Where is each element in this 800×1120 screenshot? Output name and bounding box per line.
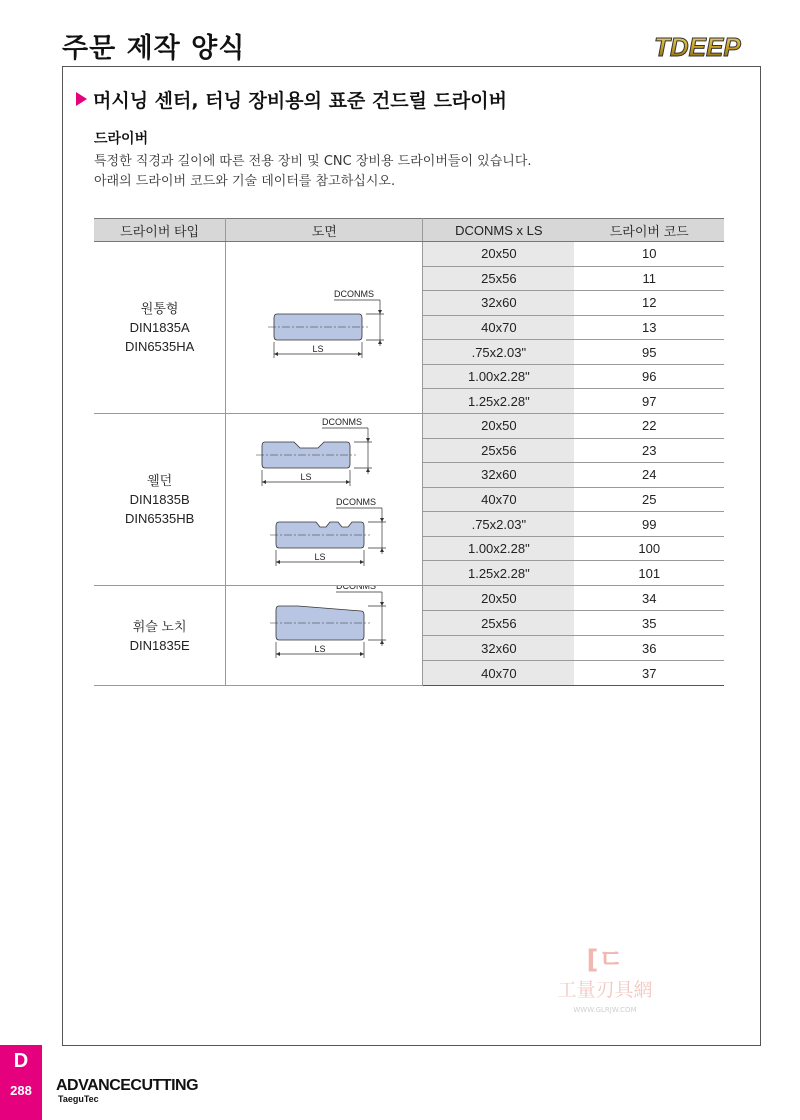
driver-code-cell: 36 [574,636,724,661]
drawing-cell [226,414,423,586]
advance-cutting-logo [56,1072,201,1106]
dimension-cell: 1.25x2.28" [423,561,575,586]
dimension-cell: 32x60 [423,291,575,316]
driver-type-line: DIN6535HA [124,339,195,354]
svg-text:TDEEP: TDEEP [654,32,741,62]
subsection-title: 드라이버 [94,131,149,147]
drawing-cell [226,242,423,414]
description-line-2: 아래의 드라이버 코드와 기술 데이터를 참고하십시오. [94,174,396,189]
driver-table [94,218,724,686]
watermark [530,940,680,1020]
driver-code-cell: 13 [574,315,724,340]
page-number: 288 [10,1083,32,1098]
dimension-cell: 1.00x2.28" [423,364,575,389]
driver-code-cell: 22 [574,414,724,439]
svg-text:工量刃具網: 工量刃具網 [557,979,653,1001]
driver-type-line: DIN1835A [129,320,190,335]
driver-code-cell: 100 [574,536,724,561]
driver-type-line: 원통형 [140,301,179,316]
ls-label: LS [312,344,324,354]
shank-drawing-svg [226,242,422,410]
driver-code-cell: 34 [574,586,724,611]
description [94,152,532,192]
dimension-cell: .75x2.03" [423,340,575,365]
drawing-cell [226,586,423,686]
whistle-notch-shank-drawing [270,586,386,658]
driver-code-cell: 10 [574,242,724,267]
tdeep-logo [650,30,768,64]
driver-code-cell: 11 [574,266,724,291]
dimension-cell: 32x60 [423,636,575,661]
driver-code-cell: 24 [574,463,724,488]
driver-code-cell: 23 [574,438,724,463]
cylindrical-shank-drawing [268,289,384,358]
section-letter: D [13,1050,29,1072]
svg-text:[ㄷ: [ㄷ [586,945,624,975]
dconms-label: DCONMS [336,586,377,591]
driver-code-cell: 101 [574,561,724,586]
dimension-cell: 25x56 [423,611,575,636]
dimension-cell: 40x70 [423,661,575,686]
svg-text:TaeguTec: TaeguTec [58,1094,99,1104]
driver-code-cell: 99 [574,512,724,537]
driver-type-line: DIN6535HB [124,511,195,526]
dimension-cell: 32x60 [423,463,575,488]
driver-code-cell: 37 [574,661,724,686]
driver-code-cell: 12 [574,291,724,316]
table-row [94,414,724,439]
weldon2-shank-drawing [270,497,386,566]
section-arrow-icon [76,92,87,106]
svg-text:ADVANCECUTTING: ADVANCECUTTING [56,1077,199,1094]
driver-type-line: DIN1835B [129,492,190,507]
dimension-cell: 40x70 [423,487,575,512]
table-row [94,586,724,611]
section-title-text: 머시닝 센터, 터닝 장비용의 표준 건드릴 드라이버 [93,90,507,112]
dimension-cell: 20x50 [423,242,575,267]
driver-code-cell: 25 [574,487,724,512]
table-row [94,242,724,267]
dimension-cell: 1.25x2.28" [423,389,575,414]
dimension-cell: 20x50 [423,414,575,439]
ls-label: LS [300,472,312,482]
dconms-label: DCONMS [322,417,363,427]
dimension-cell: 25x56 [423,438,575,463]
weldon-shank-drawing [256,417,372,486]
ls-label: LS [314,552,326,562]
driver-type-cell [94,242,226,414]
dimension-cell: 20x50 [423,586,575,611]
page-title: 주문 제작 양식 [62,33,246,64]
shank-drawing-svg [226,414,422,582]
page-tab [0,1045,42,1120]
driver-code-cell: 97 [574,389,724,414]
header-driver-type: 드라이버 타입 [94,219,226,242]
driver-type-line: 휘슬 노치 [132,618,187,634]
driver-type-cell [94,586,226,686]
ls-label: LS [314,644,326,654]
shank-drawing-svg [226,586,422,682]
dconms-label: DCONMS [336,497,377,507]
driver-type-line: DIN1835E [129,637,190,653]
section-title [76,86,507,113]
description-line-1: 특정한 직경과 길이에 따른 전용 장비 및 CNC 장비용 드라이버들이 있습니다. [94,154,532,169]
dimension-cell: 40x70 [423,315,575,340]
header-dimension: DCONMS x LS [423,219,575,242]
driver-code-cell: 96 [574,364,724,389]
svg-text:WWW.GLRJW.COM: WWW.GLRJW.COM [573,1006,637,1014]
dimension-cell: 1.00x2.28" [423,536,575,561]
header-drawing: 도면 [226,219,423,242]
driver-code-cell: 35 [574,611,724,636]
driver-type-line: 웰던 [147,473,173,488]
dconms-label: DCONMS [334,289,375,299]
driver-code-cell: 95 [574,340,724,365]
table-header-row [94,219,724,242]
dimension-cell: 25x56 [423,266,575,291]
driver-type-cell [94,414,226,586]
dimension-cell: .75x2.03" [423,512,575,537]
header-driver-code: 드라이버 코드 [574,219,724,242]
